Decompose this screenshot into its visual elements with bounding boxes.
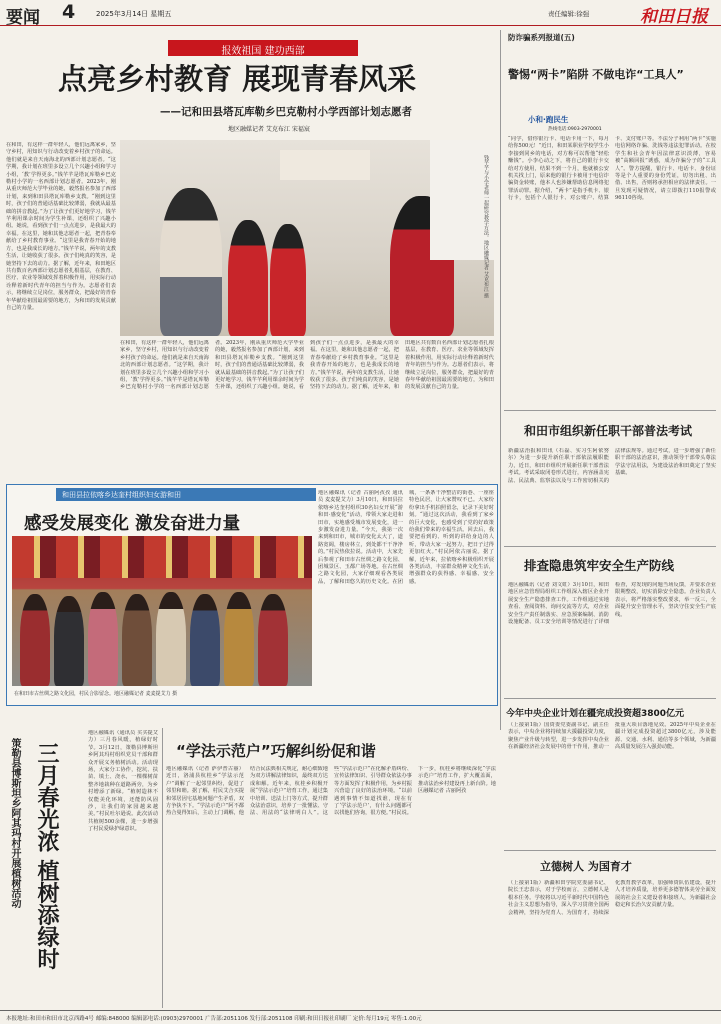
lead-byline: 地区融媒记者 艾克布江 宋福宸 xyxy=(228,126,310,133)
news2-body-text: 地区融媒讯（记者 刘文虹）3月10日，和田地区应急管理局组织工作组深入辖区企业开展安全生产隐患排查工作。工作组通过实地查看、查阅资料、询问交流等方式，对企业安全生产责任制落实、应急预案编制、消防设施配备、员工安全培训等情况进行了详细检查，对发现的问题当场反馈，并要求企业限期整改，切实消除安全隐患。企业负责人表示，将严格落实整改要求，举一反三，全面提升安全管理水平，坚决守住安全生产底线。 xyxy=(508,582,716,626)
news4-body-text: （上接第1版）新疆和田学院党委副书记、院长王忠表示，对于学校而言，立德树人是根本任务。学校将以习近平新时代中国特色社会主义思想为指导，深入学习贯彻全国两会精神，坚持为党育人、为国育才，持续深化教育教学改革，加强师资队伍建设，提升人才培养质量，培养更多德智体美劳全面发展的社会主义建设者和接班人，为新疆社会稳定和长治久安贡献力量。 xyxy=(508,880,716,916)
bottom-left-title: 三月春光浓 植树添绿时 xyxy=(34,742,59,970)
news4-title: 立德树人 为国育才 xyxy=(540,860,632,873)
group-figure-1 xyxy=(20,594,50,686)
news1-body-text: 新疆法治报和田讯（石磊、实习生阿依努尔）为进一步提升新任职干部依法履职能力，近日，和田市组织开展新任职干部普法考试。考试采取闭卷形式进行，内容涵盖宪法、民法典、监察法以及与工作密切相关的法律法规等。通过考试，进一步增强了新任职干部的法治意识，推动领导干部带头尊法学法守法用法，为建设法治和田奠定了坚实基础。 xyxy=(508,448,716,484)
news3-body-text: （上接第1版）国资委党委副书记、副主任表示，中央企业将持续加大援疆投资力度，聚焦产业升级与转型，进一步发挥中央企业在新疆经济社会发展中的骨干作用，推动一批重大项目落地见效。2025年中央企业在疆计划完成投资超过3800亿元，涉及能源、交通、水利、通信等多个领域，为新疆高质量发展注入强劲动能。 xyxy=(508,722,716,751)
group-figure-8 xyxy=(258,594,288,686)
news1-body xyxy=(508,448,716,542)
lead-ribbon: 报效祖国 建功西部 xyxy=(168,40,358,56)
sidebar-hotline: 热线电话:0903-2970001 xyxy=(548,127,602,132)
lead-photo xyxy=(120,140,494,336)
page-header xyxy=(0,0,721,26)
group-figure-5 xyxy=(156,592,186,686)
news4-body xyxy=(508,880,716,1006)
page-number: 4 xyxy=(62,1,76,23)
lead-body-col-1 xyxy=(6,142,116,480)
bottom-left-body xyxy=(88,730,158,1006)
newspaper-logo: 和田日报 xyxy=(640,7,708,27)
news3-body xyxy=(508,722,716,846)
feature-photo-banner xyxy=(12,536,312,578)
bottom-left-body-text: 地区融媒讯（通讯员 买买提艾力）三月春风暖，植绿好时节。3月12日，策勒县博斯坦乡阿其玛村组织党员干部和群众开展义务植树活动。活动现场，大家分工协作，挖坑、扶苗、填土、浇水，一棵棵树苗整齐地栽种在道路两旁，为乡村增添了新绿。“植树造林不仅能美化环境，还能防风固沙，让我们的家园越来越美。”村民吐尔逊说。此次活动共植树500余棵，进一步增强了村民爱绿护绿意识。 xyxy=(88,730,158,833)
divider-news1 xyxy=(504,410,716,411)
group-figure-7 xyxy=(224,592,254,686)
lead-subtitle: ——记和田县塔瓦库勒乡巴克勒村小学西部计划志愿者 xyxy=(160,106,412,118)
feature-body xyxy=(318,490,494,702)
bottom-divider xyxy=(162,728,163,1008)
issue-date: 2025年3月14日 星期五 xyxy=(96,10,172,18)
group-figure-3 xyxy=(88,592,118,686)
lead-body: 在和田，有这样一群年轻人，他们远离家乡，坚守乡村，用知识与行动改变着乡村孩子的命运。他们就是来自天南海北的西部计划志愿者。“这学期，我计划在班里多设立几个兴趣小组和学习小组，‘教’学得更多。”钱芊芊是塔瓦库勒乡巴克勒村小学的一名西部计划志愿者。2023年，刚从重庆师范大学毕业的她，毅然报名参加了西部计划，来到和田县塔瓦库勒乡支教。“刚到这里时，孩子们的普通话基础比较薄弱，我就从最基础的拼音教起。”为了让孩子们更好地学习，钱芊芊利用课余时间为学生补课，还组织了兴趣小组。她说，看到孩子们一点点进步，是我最大的幸福。在这里，她和其他志愿者一起，把青春奉献给了乡村教育事业。“这里是我青春开始的地方，也是我成长的地方。”钱芊芊说，两年的支教生活，让她收获了很多。孩子们纯真的笑容，是她坚持下去的动力。据了解，近年来，和田地区共有数百名西部计划志愿者扎根基层，在教育、医疗、农业等领域发挥着积极作用，用实际行动诠释着新时代青年的担当与作为。志愿者们表示，将继续立足岗位，服务群众，把最好的青春年华献给祖国最需要的地方，为和田的发展贡献自己的力量。 xyxy=(6,142,116,311)
lead-title: 点亮乡村教育 展现青春风采 xyxy=(58,62,417,96)
editor-credit: 责任编辑:徐强 xyxy=(548,10,590,18)
lead-photo-caption: 钱芊芊与小学老师一起研究教学方法。地区融媒记者 艾克布江 摄 xyxy=(483,155,489,299)
column-divider xyxy=(500,30,501,730)
feature-body-text: 地区融媒讯（记者 古丽阿孜孜 通讯员 麦麦提艾力）3月10日，和田县拉依喀乡达奎村组织30名妇女开展“游和田·感变化”活动，带领大家走进和田市，实地感受城市发展变化，进一步激发奋进力量。“今天，我第一次来到和田市，城市的变化太大了，道路宽阔，楼房林立，到处都干干净净的。”村民热依拉说。活动中，大家先后参观了和田市古丝绸之路文化园、团城景区、玉都广场等地。在古丝绸之路文化园，大家仔细观看各类展品，了解和田悠久的历史文化。在团城，一条条干净整洁的街巷、一座座特色民居，让大家赞叹不已。大家纷纷拿出手机拍照留念，记录下美好时刻。“通过这次活动，我看到了家乡的巨大变化，也感受到了党的好政策给我们带来的幸福生活。回去后，我要把看到的、听到的讲给身边的人听，带动大家一起努力，把日子过得更加红火。”村民阿依古丽说。据了解，近年来，拉依喀乡积极组织开展各类活动，丰富群众精神文化生活，增强群众的获得感、幸福感、安全感。 xyxy=(318,490,494,585)
news2-body xyxy=(508,582,716,692)
group-figure-4 xyxy=(122,594,152,686)
section-name: 要闻 xyxy=(6,8,40,28)
divider-news4 xyxy=(504,850,716,851)
news3-title: 今年中央企业计划在疆完成投资超3800亿元 xyxy=(506,709,685,719)
page-footer: 本报地址:和田市和田市北京西路4号 邮编:848000 编辑部电话:(0903)2970001 广告部:2051106 发行部:2051108 印刷:和田日报社印刷厂 定价:每月19元 零售:1.00元 xyxy=(0,1010,721,1024)
feature-photo xyxy=(12,536,312,686)
teacher-figure xyxy=(160,188,222,336)
sidebar-column-name: 小和·跑民生 xyxy=(528,115,569,124)
news1-title: 和田市组织新任职干部普法考试 xyxy=(524,424,693,438)
sidebar-body xyxy=(508,136,716,408)
lead-body-continued: 在和田，有这样一群年轻人，他们远离家乡，坚守乡村，用知识与行动改变着乡村孩子的命运。他们就是来自天南海北的西部计划志愿者。“这学期，我计划在班里多设立几个兴趣小组和学习小组，‘教’学得更多。”钱芊芊是塔瓦库勒乡巴克勒村小学的一名西部计划志愿者。2023年，刚从重庆师范大学毕业的她，毅然报名参加了西部计划，来到和田县塔瓦库勒乡支教。“刚到这里时，孩子们的普通话基础比较薄弱，我就从最基础的拼音教起。”为了让孩子们更好地学习，钱芊芊利用课余时间为学生补课，还组织了兴趣小组。她说，看到孩子们一点点进步，是我最大的幸福。在这里，她和其他志愿者一起，把青春奉献给了乡村教育事业。“这里是我青春开始的地方，也是我成长的地方。”钱芊芊说，两年的支教生活，让她收获了很多。孩子们纯真的笑容，是她坚持下去的动力。据了解，近年来，和田地区共有数百名西部计划志愿者扎根基层，在教育、医疗、农业等领域发挥着积极作用，用实际行动诠释着新时代青年的担当与作为。志愿者们表示，将继续立足岗位，服务群众，把最好的青春年华献给祖国最需要的地方，为和田的发展贡献自己的力量。 xyxy=(120,340,494,391)
sidebar-body-text: “同学，借你银行卡、电话卡用一下，每月给你500元！”近日，和田某职业学校学生小李接到同乡的电话，对方称可以帮他“轻松赚钱”。小李心动之下，将自己的银行卡交给对方使用，结果不到一个月，他就被公安机关找上门，原来他的银行卡被用于电信诈骗资金转账，他本人也涉嫌帮助信息网络犯罪活动罪。据介绍，“两卡”是指手机卡、银行卡，包括个人银行卡、对公账户、结算卡、支付账户等。不法分子利用“两卡”实施电信网络诈骗、洗钱等违法犯罪活动。在校学生和社会青年因法律意识淡薄，容易被“高额回报”诱惑，成为诈骗分子的“工具人”。警方提醒，银行卡、电话卡、身份证等是个人重要的身份凭证，切勿出租、出借、出售，否则将承担相应的法律责任。一旦发现可疑情况，请立即拨打110报警或96110咨询。 xyxy=(508,136,716,202)
divider-news2 xyxy=(504,546,716,547)
lead-body-col-2 xyxy=(120,340,494,480)
group-figure-2 xyxy=(54,596,84,686)
feature-box-label: 和田县拉依喀乡达奎村组织妇女游和田 xyxy=(56,488,316,501)
sidebar-title: 警惕“两卡”陷阱 不做电诈“工具人” xyxy=(508,68,684,81)
feature-photo-caption: 在和田市古丝绸之路文化园，村民合影留念。地区融媒记者 麦麦提艾力 摄 xyxy=(14,691,178,697)
bottom-main-body-text: 地区融媒讯（记者 萨伊普古丽）近日，洛浦县杭桂乡“学法示范户”调解了一起邻里纠纷，促进了邻里和睦。据了解，村民艾合买提和邻居因宅基地问题产生矛盾，双方争执不下。“学法示范户”阿不都热合曼得知后，主动上门调解，他结合民法典相关规定，耐心细致地为双方讲解法律知识，最终双方达成和解。近年来，杭桂乡积极开展“学法示范户”培育工作，通过集中培训、送法上门等方式，提升群众法治意识，培养了一批懂法、守法、用法的“法律明白人”。这些“学法示范户”在化解矛盾纠纷、宣传法律知识、引导群众依法办事等方面发挥了积极作用，为乡村振兴营造了良好的法治环境。“以前遇到事情不知道找谁，现在有了‘学法示范户’，有什么问题都可以找他们咨询，很方便。”村民说。下一步，杭桂乡将继续深化“学法示范户”培育工作，扩大覆盖面，推动法治乡村建设再上新台阶。地区融媒记者 古丽阿孜 xyxy=(166,766,496,817)
student-figure-1 xyxy=(228,220,268,336)
student-figure-2 xyxy=(270,224,306,336)
bottom-main-title: “学法示范户”巧解纠纷促和谐 xyxy=(176,742,376,760)
sidebar-series-label: 防诈骗系列报道(五) xyxy=(508,33,575,42)
feature-box-title: 感受发展变化 激发奋进力量 xyxy=(24,514,241,534)
group-figure-6 xyxy=(190,594,220,686)
news2-title: 排查隐患筑牢安全生产防线 xyxy=(524,558,675,573)
wall-shelf xyxy=(280,150,370,180)
bottom-main-body xyxy=(166,766,496,1006)
bottom-left-kicker: 策勒县博斯坦乡阿其玛村开展植树活动 xyxy=(9,738,20,908)
divider-news3 xyxy=(504,698,716,699)
